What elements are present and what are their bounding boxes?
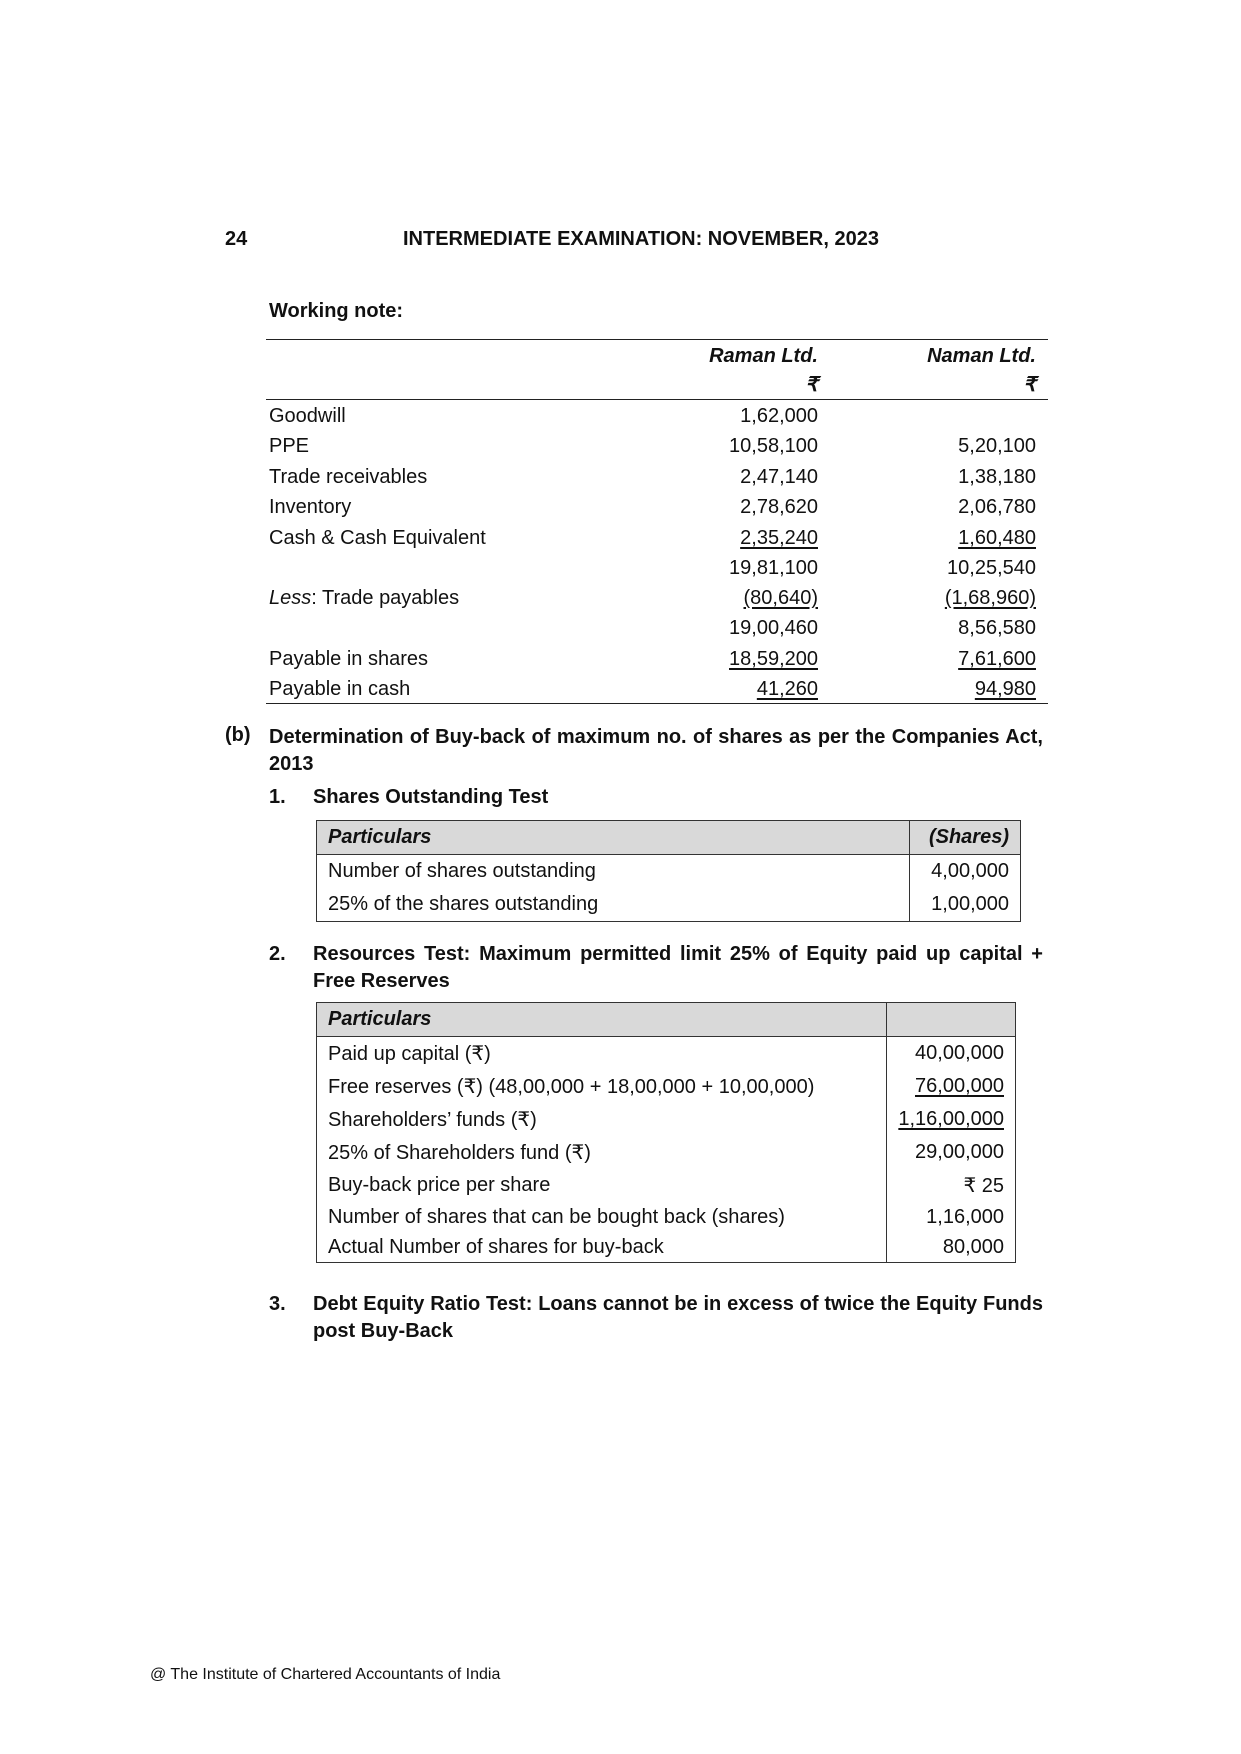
row-label: Free reserves (₹) (48,00,000 + 18,00,000 + 10,00,000)	[317, 1070, 887, 1103]
test-1-title: Shares Outstanding Test	[313, 786, 549, 808]
raman-value: (80,640)	[743, 587, 818, 609]
row-label: Payable in cash	[269, 678, 411, 700]
table-row	[266, 617, 1048, 647]
table-row	[317, 1103, 1016, 1136]
table-row	[266, 496, 1048, 526]
row-value: 76,00,000	[915, 1075, 1004, 1097]
row-value: 1,16,00,000	[898, 1108, 1004, 1130]
col-raman-header: Raman Ltd.	[709, 345, 818, 367]
row-value: ₹ 25	[887, 1169, 1016, 1202]
particulars-header: Particulars	[317, 1003, 887, 1037]
raman-value: 41,260	[756, 678, 818, 700]
row-label: Inventory	[269, 496, 352, 518]
table-header-row	[317, 821, 1021, 855]
table-header-row	[317, 1003, 1016, 1037]
col-naman-header: Naman Ltd.	[927, 345, 1036, 367]
raman-value: 2,35,240	[740, 527, 818, 549]
naman-value: 94,980	[974, 678, 1036, 700]
raman-value: 18,59,200	[729, 648, 818, 670]
raman-value: 1,62,000	[740, 405, 818, 427]
table-row	[317, 888, 1021, 922]
row-label: PPE	[269, 435, 310, 457]
row-label: 25% of the shares outstanding	[317, 888, 910, 922]
row-value: 29,00,000	[887, 1136, 1016, 1169]
footer-copyright: @ The Institute of Chartered Accountants of India	[150, 1666, 501, 1683]
resources-test-table	[316, 1002, 1016, 1263]
value-header	[887, 1003, 1016, 1037]
row-label: Shareholders’ funds (₹)	[317, 1103, 887, 1136]
table-row	[266, 648, 1048, 678]
row-value: 1,00,000	[910, 888, 1021, 922]
test-3-number: 3.	[269, 1293, 286, 1315]
page-title: INTERMEDIATE EXAMINATION: NOVEMBER, 2023	[403, 228, 879, 250]
table-row	[317, 1232, 1016, 1263]
raman-value: 19,00,460	[729, 617, 818, 639]
row-label: Goodwill	[269, 405, 346, 427]
row-label: Number of shares that can be bought back (shares)	[317, 1202, 887, 1232]
shares-outstanding-table	[316, 820, 1021, 922]
row-label: Payable in shares	[269, 648, 428, 670]
raman-value: 2,47,140	[740, 466, 818, 488]
shares-header: (Shares)	[910, 821, 1021, 855]
section-b-heading: Determination of Buy-back of maximum no. of shares as per the Companies Act, 2013	[269, 726, 1043, 775]
naman-value: 2,06,780	[958, 496, 1036, 518]
test-3-title: Debt Equity Ratio Test: Loans cannot be in excess of twice the Equity Funds post Buy-Back	[313, 1293, 1043, 1342]
raman-value: 10,58,100	[729, 435, 818, 457]
naman-value: 5,20,100	[958, 435, 1036, 457]
row-label	[269, 587, 459, 610]
less-prefix: Less	[269, 587, 312, 609]
table-row	[317, 1202, 1016, 1232]
table-bottom-rule	[266, 703, 1048, 704]
test-2-number: 2.	[269, 943, 286, 965]
table-row	[317, 1070, 1016, 1103]
table-row	[317, 1037, 1016, 1071]
row-label: Buy-back price per share	[317, 1169, 887, 1202]
naman-value: (1,68,960)	[944, 587, 1036, 609]
row-label: Trade receivables	[269, 466, 428, 488]
raman-value: 19,81,100	[729, 557, 818, 579]
test-1-number: 1.	[269, 786, 286, 808]
row-value: 80,000	[887, 1232, 1016, 1263]
row-value: 1,16,000	[887, 1202, 1016, 1232]
particulars-header: Particulars	[317, 821, 910, 855]
table-row	[317, 855, 1021, 889]
naman-value: 8,56,580	[958, 617, 1036, 639]
naman-value: 1,38,180	[958, 466, 1036, 488]
table-top-rule	[266, 339, 1048, 340]
section-b-marker: (b)	[225, 724, 251, 746]
table-row	[266, 557, 1048, 587]
table-row	[317, 1136, 1016, 1169]
naman-value: 10,25,540	[947, 557, 1036, 579]
row-label-text: : Trade payables	[311, 587, 460, 609]
row-value: 4,00,000	[910, 855, 1021, 889]
row-label: Number of shares outstanding	[317, 855, 910, 889]
naman-value: 1,60,480	[958, 527, 1036, 549]
raman-value: 2,78,620	[740, 496, 818, 518]
col-raman-currency: ₹	[805, 374, 818, 396]
working-note-title: Working note:	[269, 300, 404, 322]
row-label: Cash & Cash Equivalent	[269, 527, 486, 549]
row-label: Actual Number of shares for buy-back	[317, 1232, 887, 1263]
row-label: 25% of Shareholders fund (₹)	[317, 1136, 887, 1169]
table-row	[266, 466, 1048, 496]
table-row	[266, 587, 1048, 617]
naman-value: 7,61,600	[958, 648, 1036, 670]
table-row	[266, 405, 1048, 435]
table-row	[317, 1169, 1016, 1202]
row-value: 40,00,000	[887, 1037, 1016, 1071]
col-naman-currency: ₹	[1023, 374, 1036, 396]
row-label: Paid up capital (₹)	[317, 1037, 887, 1071]
table-header-rule	[266, 399, 1048, 400]
table-row	[266, 527, 1048, 557]
page-number: 24	[225, 228, 248, 250]
table-row	[266, 435, 1048, 465]
test-2-title: Resources Test: Maximum permitted limit 25% of Equity paid up capital + Free Reserves	[313, 943, 1043, 992]
